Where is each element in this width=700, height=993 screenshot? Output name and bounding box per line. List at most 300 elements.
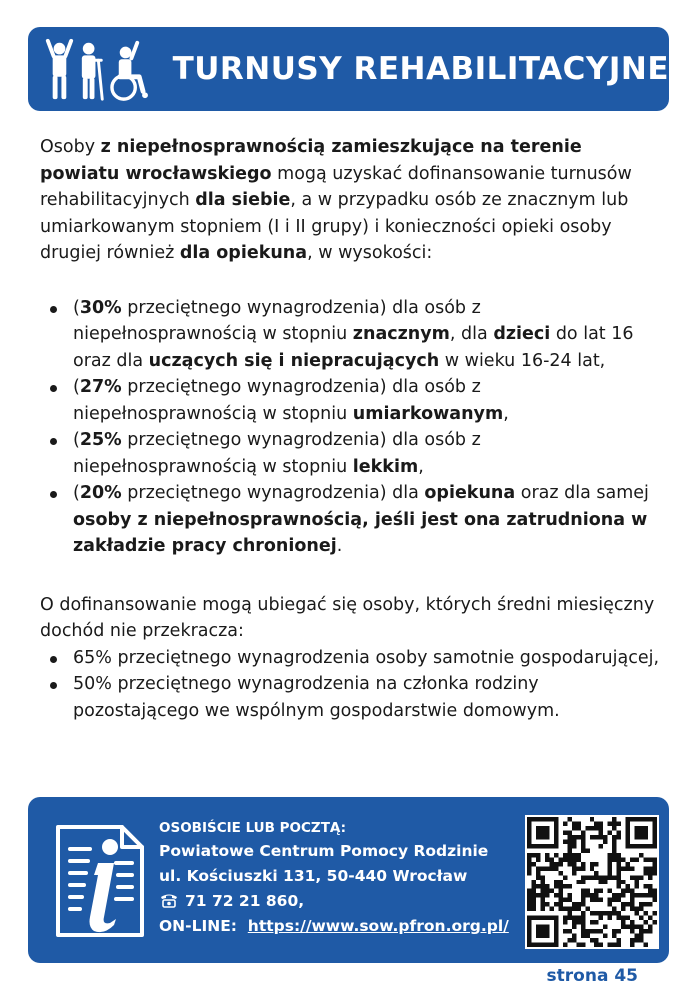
qr-module [536, 893, 540, 897]
qr-module [608, 871, 612, 875]
qr-module [644, 866, 648, 870]
rate-text: , dla [449, 324, 494, 344]
qr-module [626, 925, 630, 929]
qr-module [635, 934, 639, 938]
qr-module [572, 844, 576, 848]
qr-module [567, 929, 571, 933]
qr-module [608, 902, 612, 906]
qr-module [545, 889, 549, 893]
qr-module [612, 848, 616, 852]
qr-module [639, 938, 643, 942]
qr-module [527, 853, 531, 857]
qr-module [581, 835, 585, 839]
qr-module [545, 884, 549, 888]
qr-module [563, 943, 567, 947]
people-with-disabilities-icon [42, 34, 159, 104]
income-list [40, 645, 665, 725]
qr-module [621, 857, 625, 861]
qr-module [563, 853, 567, 857]
qr-module [653, 920, 657, 924]
qr-module [581, 893, 585, 897]
rate-text: do lat 16 oraz dla [73, 324, 634, 371]
qr-module [572, 839, 576, 843]
qr-module [630, 920, 634, 924]
qr-module [576, 821, 580, 825]
qr-module [653, 898, 657, 902]
rate-text: , [503, 403, 509, 424]
qr-module [531, 853, 535, 857]
qr-module [567, 862, 571, 866]
qr-module [630, 925, 634, 929]
qr-module [594, 938, 598, 942]
qr-module [621, 916, 625, 920]
qr-module [585, 875, 589, 879]
qr-module [585, 889, 589, 893]
qr-module [540, 902, 544, 906]
qr-module [545, 857, 549, 861]
qr-module [590, 898, 594, 902]
qr-module [590, 817, 594, 821]
qr-module [648, 925, 652, 929]
rate-text: przeciętnego wynagrodzenia) dla [121, 483, 425, 503]
qr-module [639, 925, 643, 929]
qr-module [590, 911, 594, 915]
qr-module [545, 853, 549, 857]
qr-module [558, 902, 562, 906]
qr-module [617, 916, 621, 920]
qr-module [617, 830, 621, 834]
qr-module [563, 875, 567, 879]
qr-module [581, 830, 585, 834]
qr-module [603, 875, 607, 879]
qr-module [567, 817, 571, 821]
qr-module [621, 889, 625, 893]
qr-module [617, 875, 621, 879]
qr-module [644, 920, 648, 924]
rate-bold: umiarkowanym [352, 403, 504, 424]
list-item: 65% przeciętnego wynagrodzenia osoby samotnie gospodarującej, [40, 645, 665, 672]
qr-module [653, 857, 657, 861]
qr-module [549, 889, 553, 893]
qr-module [612, 934, 616, 938]
intro-paragraph [40, 134, 665, 267]
qr-module [536, 853, 540, 857]
qr-module [554, 884, 558, 888]
qr-module [612, 898, 616, 902]
qr-module [653, 893, 657, 897]
qr-module [576, 826, 580, 830]
qr-module [567, 884, 571, 888]
qr-module [608, 898, 612, 902]
qr-module [572, 826, 576, 830]
qr-module [576, 835, 580, 839]
qr-module [635, 907, 639, 911]
qr-module [594, 821, 598, 825]
qr-module [576, 916, 580, 920]
qr-module [581, 934, 585, 938]
qr-module [635, 911, 639, 915]
qr-module [572, 907, 576, 911]
rate-bold: lekkim [352, 456, 419, 477]
qr-module [581, 898, 585, 902]
qr-module [594, 826, 598, 830]
qr-module [599, 889, 603, 893]
qr-module [567, 893, 571, 897]
qr-module [653, 866, 657, 870]
qr-module [639, 902, 643, 906]
qr-module [644, 871, 648, 875]
qr-module [581, 929, 585, 933]
qr-module [630, 866, 634, 870]
telephone-icon [159, 892, 179, 908]
qr-module [527, 893, 531, 897]
qr-module [612, 844, 616, 848]
rate-text: ( [73, 430, 80, 450]
qr-module [612, 911, 616, 915]
qr-module [626, 866, 630, 870]
qr-module [585, 907, 589, 911]
qr-module [612, 835, 616, 839]
qr-module [567, 898, 571, 902]
qr-module [567, 853, 571, 857]
qr-module [527, 902, 531, 906]
qr-module [612, 826, 616, 830]
intro-bold: z niepełnosprawnością zamieszkujące na terenie powiatu wrocławskiego [40, 137, 582, 184]
qr-module [612, 893, 616, 897]
header-banner [28, 27, 669, 111]
intro-bold: dla siebie [195, 190, 291, 210]
qr-module [572, 916, 576, 920]
intro-bold: dla opiekuna [179, 243, 308, 263]
qr-module [567, 835, 571, 839]
qr-module [576, 907, 580, 911]
qr-module [567, 916, 571, 920]
page-number: strona 45 [546, 966, 638, 986]
intro-text: , a w przypadku osób ze znacznym lub umiarkowanym stopniem (I i II grupy) i konieczności opieki osoby drugiej również [40, 190, 629, 263]
qr-module [594, 835, 598, 839]
rate-text: przeciętnego wynagrodzenia) dla osób z niepełnosprawnością w stopniu [73, 297, 481, 344]
qr-module [536, 866, 540, 870]
qr-module [612, 853, 616, 857]
qr-module [527, 898, 531, 902]
rate-text: . [336, 536, 343, 556]
qr-module [630, 943, 634, 947]
online-row [159, 914, 509, 939]
qr-module [585, 848, 589, 852]
qr-module [621, 866, 625, 870]
qr-module [590, 929, 594, 933]
qr-module [639, 893, 643, 897]
qr-module [648, 893, 652, 897]
list-item: 50% przeciętnego wynagrodzenia na członka rodziny pozostającego we wspólnym gospodarstwie domowym. [40, 671, 665, 724]
list-item [40, 480, 665, 560]
qr-module [612, 857, 616, 861]
qr-module [594, 929, 598, 933]
qr-module [639, 853, 643, 857]
intro-text: mogą uzyskać dofinansowanie turnusów rehabilitacyjnych [40, 163, 632, 210]
qr-module [630, 898, 634, 902]
qr-module [558, 857, 562, 861]
qr-module [599, 830, 603, 834]
qr-module [554, 902, 558, 906]
qr-module [621, 902, 625, 906]
qr-module [540, 880, 544, 884]
qr-module [617, 943, 621, 947]
rate-text: przeciętnego wynagrodzenia) dla osób z niepełnosprawnością w stopniu [73, 377, 481, 424]
qr-code-graphic [527, 817, 657, 947]
qr-module [545, 902, 549, 906]
qr-module [617, 835, 621, 839]
qr-module [630, 902, 634, 906]
qr-module [599, 916, 603, 920]
qr-module [617, 938, 621, 942]
qr-module [527, 871, 531, 875]
qr-module [536, 875, 540, 879]
qr-module [554, 866, 558, 870]
phone-row [159, 889, 509, 914]
qr-module [527, 866, 531, 870]
intro-text: , w wysokości: [307, 243, 433, 263]
qr-module [572, 902, 576, 906]
qr-module [617, 866, 621, 870]
qr-module [608, 866, 612, 870]
qr-module [630, 889, 634, 893]
qr-module [648, 857, 652, 861]
qr-module [599, 880, 603, 884]
rate-text: oraz dla samej [515, 483, 649, 503]
qr-module [599, 875, 603, 879]
qr-module [572, 853, 576, 857]
qr-module [617, 821, 621, 825]
qr-module [608, 821, 612, 825]
qr-module [599, 826, 603, 830]
qr-module [576, 866, 580, 870]
website-link[interactable]: https://www.sow.pfron.org.pl/ [247, 917, 509, 935]
qr-module [648, 889, 652, 893]
qr-module [639, 934, 643, 938]
qr-module [536, 826, 549, 839]
qr-module [531, 893, 535, 897]
qr-module [608, 862, 612, 866]
qr-module [608, 943, 612, 947]
online-label: ON-LINE: [159, 917, 237, 935]
qr-module [612, 943, 616, 947]
qr-module [567, 911, 571, 915]
qr-module [563, 916, 567, 920]
qr-module [617, 857, 621, 861]
qr-module [540, 898, 544, 902]
qr-module [603, 835, 607, 839]
qr-module [581, 889, 585, 893]
qr-module [617, 893, 621, 897]
qr-module [527, 857, 531, 861]
qr-module [536, 925, 549, 938]
qr-module [581, 902, 585, 906]
qr-module [617, 929, 621, 933]
rate-percent: 25% [79, 430, 122, 450]
qr-module [567, 839, 571, 843]
qr-module [608, 853, 612, 857]
qr-module [621, 907, 625, 911]
qr-module [639, 929, 643, 933]
qr-module [599, 844, 603, 848]
qr-module [581, 880, 585, 884]
qr-module [572, 866, 576, 870]
qr-module [581, 916, 585, 920]
qr-module [549, 866, 553, 870]
rate-percent: 27% [79, 377, 122, 397]
qr-module [630, 929, 634, 933]
rate-bold: opiekuna [424, 483, 516, 503]
qr-module [612, 839, 616, 843]
list-item [40, 374, 665, 427]
qr-module [590, 862, 594, 866]
qr-module [567, 938, 571, 942]
qr-module [531, 907, 535, 911]
qr-code [525, 815, 659, 949]
qr-module [590, 826, 594, 830]
rate-bold: znacznym [352, 324, 450, 344]
info-document-icon [44, 813, 156, 949]
qr-module [621, 925, 625, 929]
qr-module [653, 862, 657, 866]
qr-module [594, 893, 598, 897]
qr-module [608, 911, 612, 915]
qr-module [581, 911, 585, 915]
qr-module [599, 898, 603, 902]
qr-module [648, 929, 652, 933]
contact-heading: OSOBIŚCIE LUB POCZTĄ: [159, 820, 347, 836]
rate-percent: 30% [79, 297, 122, 318]
qr-module [594, 889, 598, 893]
qr-module [626, 862, 630, 866]
qr-module [581, 844, 585, 848]
qr-module [563, 857, 567, 861]
qr-module [540, 889, 544, 893]
qr-module [635, 880, 639, 884]
qr-module [630, 857, 634, 861]
qr-module [612, 907, 616, 911]
qr-module [644, 893, 648, 897]
qr-module [617, 880, 621, 884]
qr-module [644, 884, 648, 888]
qr-module [653, 911, 657, 915]
qr-module [603, 880, 607, 884]
qr-module [572, 835, 576, 839]
qr-module [563, 920, 567, 924]
qr-module [536, 857, 540, 861]
qr-module [576, 857, 580, 861]
qr-module [549, 907, 553, 911]
qr-module [563, 839, 567, 843]
qr-module [576, 880, 580, 884]
qr-module [630, 938, 634, 942]
qr-module [581, 862, 585, 866]
qr-module [612, 875, 616, 879]
qr-module [581, 920, 585, 924]
qr-module [603, 925, 607, 929]
qr-module [594, 875, 598, 879]
qr-module [563, 884, 567, 888]
qr-module [599, 943, 603, 947]
content [40, 134, 665, 724]
qr-module [617, 871, 621, 875]
qr-module [572, 920, 576, 924]
qr-module [558, 907, 562, 911]
qr-module [572, 871, 576, 875]
qr-module [527, 862, 531, 866]
qr-module [653, 889, 657, 893]
qr-module [549, 857, 553, 861]
qr-module [572, 925, 576, 929]
qr-module [626, 884, 630, 888]
qr-module [558, 880, 562, 884]
qr-module [630, 907, 634, 911]
qr-module [572, 857, 576, 861]
rate-bold: osoby z niepełnosprawnością, jeśli jest ona zatrudniona w zakładzie pracy chronionej [73, 509, 648, 556]
qr-module [639, 907, 643, 911]
qr-module [612, 821, 616, 825]
qr-module [594, 943, 598, 947]
qr-module [603, 911, 607, 915]
rate-text: ( [73, 483, 80, 503]
qr-module [608, 857, 612, 861]
qr-module [549, 862, 553, 866]
qr-module [590, 835, 594, 839]
contact-box [28, 797, 669, 963]
qr-module [608, 830, 612, 834]
rate-text: ( [73, 297, 80, 318]
qr-module [626, 889, 630, 893]
rate-text: ( [73, 377, 80, 397]
contact-details [159, 817, 509, 939]
qr-module [563, 821, 567, 825]
qr-module [617, 898, 621, 902]
qr-module [531, 902, 535, 906]
qr-module [594, 920, 598, 924]
qr-module [639, 916, 643, 920]
rates-list [40, 295, 665, 560]
qr-module [630, 893, 634, 897]
qr-module [576, 902, 580, 906]
qr-module [621, 920, 625, 924]
qr-module [644, 929, 648, 933]
qr-module [648, 866, 652, 870]
qr-module [558, 862, 562, 866]
qr-module [635, 826, 648, 839]
qr-module [563, 830, 567, 834]
qr-module [576, 853, 580, 857]
qr-module [572, 862, 576, 866]
qr-module [590, 893, 594, 897]
qr-module [540, 893, 544, 897]
qr-module [545, 866, 549, 870]
qr-module [612, 929, 616, 933]
qr-module [558, 898, 562, 902]
qr-module [635, 875, 639, 879]
qr-module [554, 893, 558, 897]
rate-percent: 20% [79, 483, 122, 503]
qr-module [567, 907, 571, 911]
qr-module [558, 871, 562, 875]
phone-number: 71 72 21 860, [185, 892, 305, 910]
qr-module [572, 934, 576, 938]
qr-module [608, 889, 612, 893]
qr-module [653, 871, 657, 875]
qr-module [576, 943, 580, 947]
qr-module [590, 866, 594, 870]
qr-module [554, 880, 558, 884]
